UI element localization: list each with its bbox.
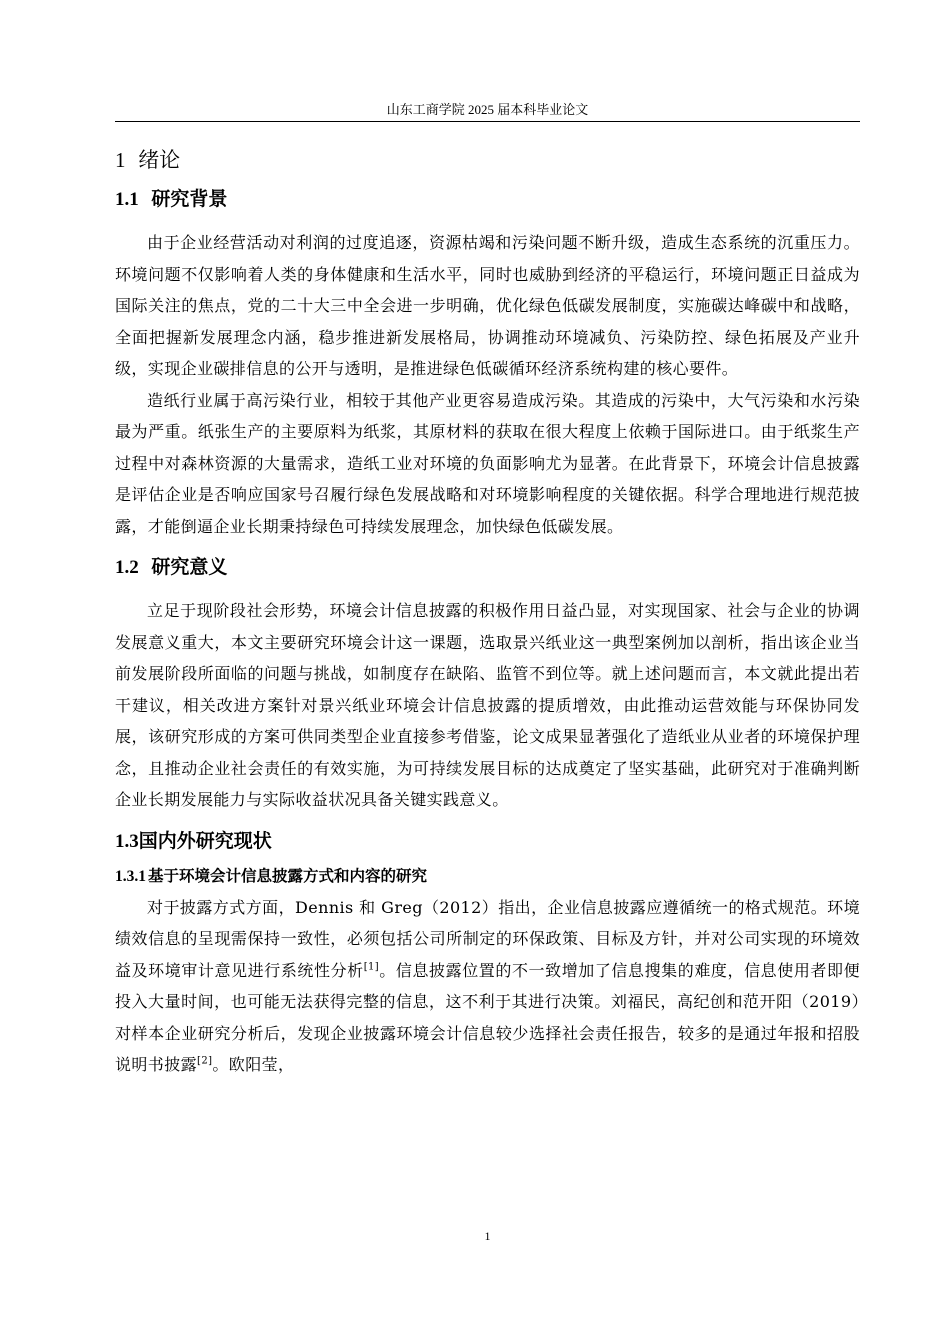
subsection-heading — [115, 863, 860, 890]
paragraph: 由于企业经营活动对利润的过度追逐，资源枯竭和污染问题不断升级，造成生态系统的沉重压力。环境问题不仅影响着人类的身体健康和生活水平，同时也威胁到经济的平稳运行，环境问题正日益成为国际关注的焦点，党的二十大三中全会进一步明确，优化绿色低碳发展制度，实施碳达峰碳中和战略，全面把握新发展理念内涵，稳步推进新发展格局，协调推动环境减负、污染防控、绿色拓展及产业升级，实现企业碳排信息的公开与透明，是推进绿色低碳循环经济系统构建的核心要件。 — [115, 233, 860, 378]
section-title: 国内外研究现状 — [138, 829, 272, 852]
citation-ref[interactable]: [2] — [197, 1055, 213, 1067]
section-heading — [115, 184, 860, 215]
running-header: 山东工商学院 2025 届本科毕业论文 — [386, 102, 589, 117]
subsection-number: 1.3.1 — [115, 867, 146, 885]
section-heading — [115, 826, 860, 857]
chapter-number: 1 — [115, 148, 126, 172]
chapter-title: 绪论 — [138, 148, 181, 172]
paragraph: 立足于现阶段社会形势，环境会计信息披露的积极作用日益凸显，对实现国家、社会与企业的协调发展意义重大，本文主要研究环境会计这一课题，选取景兴纸业这一典型案例加以剖析，指出该企业当前发展阶段所面临的问题与挑战，如制度存在缺陷、监管不到位等。就上述问题而言，本文就此提出若干建议，相关改进方案针对景兴纸业环境会计信息披露的提质增效，由此推动运营效能与环保协同发展，该研究形成的方案可供同类型企业直接参考借鉴，论文成果显著强化了造纸业从业者的环境保护理念，且推动企业社会责任的有效实施，为可持续发展目标的达成奠定了坚实基础，此研究对于准确判断企业长期发展能力与实际收益状况具备关键实践意义。 — [115, 601, 860, 809]
paragraph: 造纸行业属于高污染行业，相较于其他产业更容易造成污染。其造成的污染中，大气污染和水污染最为严重。纸张生产的主要原料为纸浆，其原材料的获取在很大程度上依赖于国际进口。由于纸浆生产过程中对森林资源的大量需求，造纸工业对环境的负面影响尤为显著。在此背景下，环境会计信息披露是评估企业是否响应国家号召履行绿色发展战略和对环境影响程度的关键依据。科学合理地进行规范披露，才能倒逼企业长期秉持绿色可持续发展理念，加快绿色低碳发展。 — [115, 390, 860, 536]
section-title: 研究背景 — [151, 188, 228, 210]
page-number: 1 — [484, 1229, 491, 1243]
paragraph-text: 对于披露方式方面，Dennis 和 Greg（2012）指出，企业信息披露应遵循统一的格式规范。环境绩效信息的呈现需保持一致性，必须包括公司所制定的环保政策、目标及方针，并对公司实现的环境效益及环境审计意见进行系统性分析 — [115, 897, 860, 980]
section-title: 研究意义 — [151, 556, 228, 578]
section-number: 1.1 — [115, 189, 139, 210]
section-heading — [115, 552, 860, 583]
chapter-heading — [115, 144, 860, 176]
citation-ref[interactable]: [1] — [363, 961, 380, 973]
section-number: 1.2 — [115, 557, 139, 578]
page-content — [115, 136, 860, 1081]
section-number: 1.3 — [115, 830, 139, 852]
paragraph-text: 。欧阳莹， — [212, 1055, 295, 1074]
header-rule — [115, 121, 860, 122]
paragraph — [115, 892, 860, 1081]
subsection-title: 基于环境会计信息披露方式和内容的研究 — [148, 866, 428, 885]
paragraph-text: 。信息披露位置的不一致增加了信息搜集的难度，信息使用者即便投入大量时间，也可能无法获得完整的信息，这不利于其进行决策。刘福民，高纪创和范开阳（2019）对样本企业研究分析后，发现企业披露环境会计信息较少选择社会责任报告，较多的是通过年报和招股说明书披露 — [115, 960, 860, 1074]
